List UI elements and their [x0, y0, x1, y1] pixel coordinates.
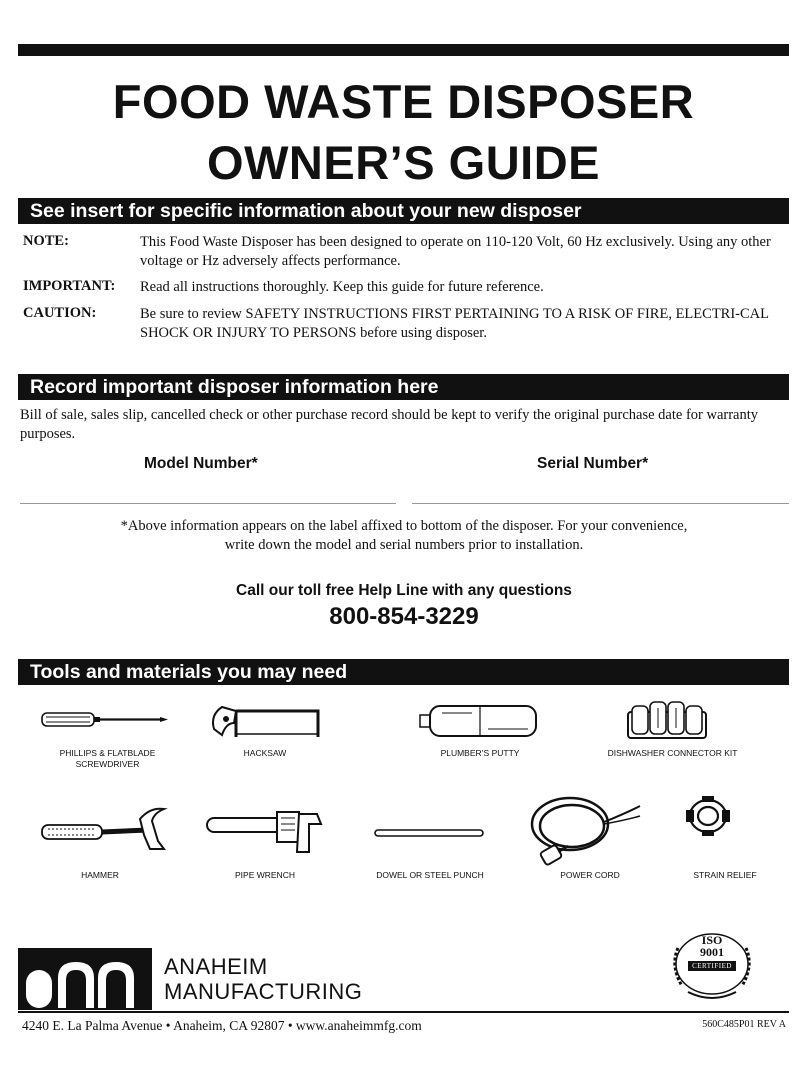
power-cord-icon — [528, 794, 644, 866]
tool-label-putty: PLUMBER’S PUTTY — [440, 748, 520, 758]
important-label: IMPORTANT: — [23, 278, 116, 294]
footer-address: 4240 E. La Palma Avenue • Anaheim, CA 92807 • www.anaheimmfg.com — [22, 1018, 422, 1033]
record-footnote-line-1: *Above information appears on the label affixed to bottom of the disposer. For your convenience, — [120, 518, 688, 534]
pipe-wrench-icon — [205, 810, 325, 854]
tool-label-screwdriver: PHILLIPS & FLATBLADE SCREWDRIVER — [59, 748, 156, 769]
record-footnote-line-2: write down the model and serial numbers prior to installation. — [224, 537, 584, 553]
top-rule — [18, 44, 789, 56]
tool-label-strain-relief: STRAIN RELIEF — [693, 870, 757, 880]
note-text: This Food Waste Disposer has been designed to operate on 110-120 Volt, 60 Hz exclusively. Using any other voltage or Hz adversely affects performance. — [140, 234, 771, 269]
section-header-record: Record important disposer information here — [18, 374, 789, 400]
title-line-2: OWNER’S GUIDE — [207, 136, 600, 189]
important-text: Read all instructions thoroughly. Keep this guide for future reference. — [140, 279, 544, 295]
helpline-text: Call our toll free Help Line with any questions — [236, 582, 572, 599]
helpline-phone[interactable]: 800-854-3229 — [329, 603, 479, 630]
title-line-1: FOOD WASTE DISPOSER — [112, 75, 695, 128]
company-name-line-2: MANUFACTURING — [164, 979, 363, 1004]
caution-label: CAUTION: — [23, 305, 97, 321]
iso-line-2: 9001 — [700, 945, 724, 959]
iso-line-1: ISO — [701, 933, 723, 947]
dowel-icon — [374, 828, 486, 840]
model-number-field[interactable] — [20, 503, 396, 504]
serial-number-field[interactable] — [412, 503, 789, 504]
caution-text: Be sure to review SAFETY INSTRUCTIONS FIRST PERTAINING TO A RISK OF FIRE, ELECTRI-CAL SHOCK OR INJURY TO PERSONS before using disposer. — [140, 306, 769, 341]
tool-label-pipe-wrench: PIPE WRENCH — [235, 870, 295, 880]
tool-label-dowel: DOWEL OR STEEL PUNCH — [376, 870, 484, 880]
company-name-line-1: ANAHEIM — [164, 954, 268, 979]
section-header-tools: Tools and materials you may need — [18, 659, 789, 685]
tool-label-power-cord: POWER CORD — [560, 870, 620, 880]
hammer-icon — [40, 805, 170, 855]
connector-kit-icon — [626, 700, 708, 740]
strain-relief-icon — [684, 796, 732, 836]
footer-part-number: 560C485P01 REV A — [702, 1019, 786, 1030]
note-label: NOTE: — [23, 233, 69, 249]
section-header-insert: See insert for specific information about your new disposer — [18, 198, 789, 224]
footer-rule — [18, 1011, 789, 1013]
screwdriver-icon — [42, 710, 170, 732]
iso-line-3: CERTIFIED — [688, 961, 736, 971]
company-logo-icon — [18, 948, 152, 1010]
serial-number-label: Serial Number* — [537, 455, 649, 472]
tool-label-hammer: HAMMER — [81, 870, 119, 880]
record-intro: Bill of sale, sales slip, cancelled check or other purchase record should be kept to verify the original purchase date for warranty purposes. — [20, 407, 759, 442]
tool-label-hacksaw: HACKSAW — [243, 748, 287, 758]
tool-label-connector-kit: DISHWASHER CONNECTOR KIT — [607, 748, 738, 758]
model-number-label: Model Number* — [144, 455, 258, 472]
putty-icon — [420, 703, 540, 739]
iso-9001-seal — [664, 928, 760, 1004]
hacksaw-icon — [206, 701, 326, 743]
